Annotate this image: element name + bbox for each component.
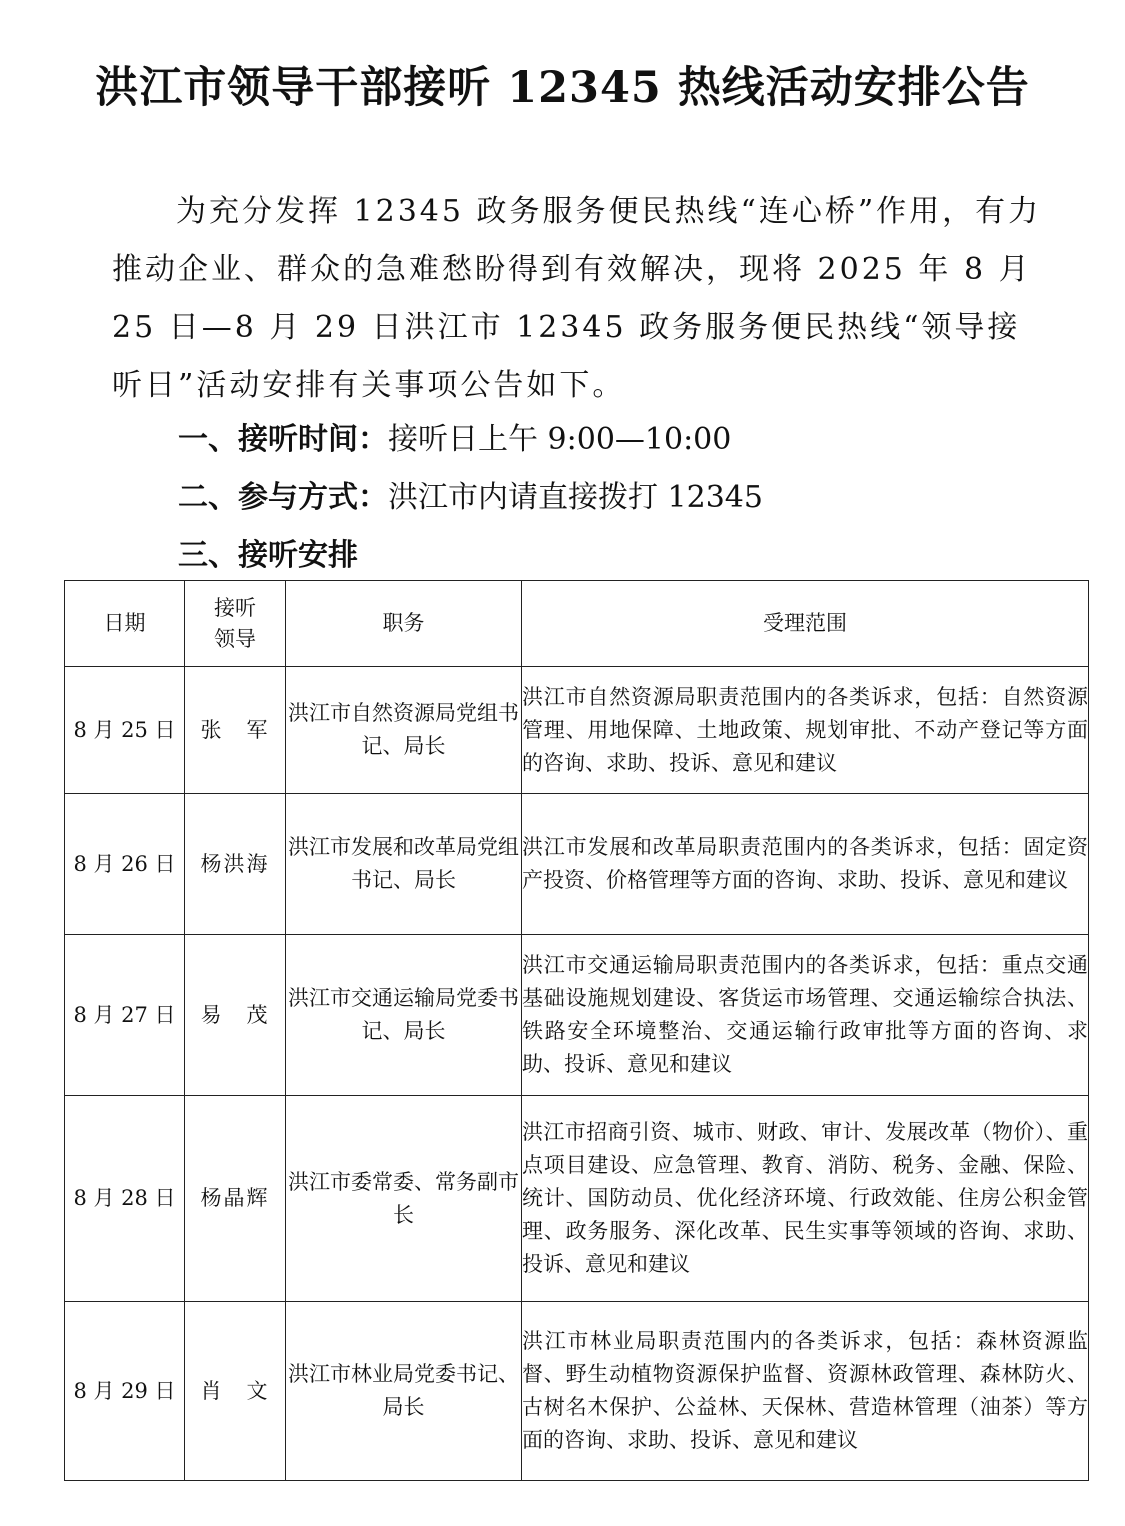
header-leader-line1: 接听: [214, 595, 256, 620]
table-row: [65, 1096, 1089, 1302]
table-row: [65, 1302, 1089, 1481]
row-date: 8 月 28 日: [65, 1096, 185, 1302]
section-schedule-heading: 三、接听安排: [178, 538, 358, 573]
row-leader: 易 茂: [185, 935, 286, 1096]
schedule-table: [64, 580, 1089, 1481]
table-row: [65, 794, 1089, 935]
header-date: 日期: [65, 581, 185, 667]
table-row: [65, 667, 1089, 794]
table-header-row: [65, 581, 1089, 667]
header-leader-line2: 领导: [214, 626, 256, 651]
row-date: 8 月 29 日: [65, 1302, 185, 1481]
row-position: 洪江市委常委、常务副市长: [286, 1096, 522, 1302]
table-row: [65, 935, 1089, 1096]
row-position: 洪江市交通运输局党委书记、局长: [286, 935, 522, 1096]
row-scope: 洪江市交通运输局职责范围内的各类诉求，包括：重点交通基础设施规划建设、客货运市场管理、交通运输综合执法、铁路安全环境整治、交通运输行政审批等方面的咨询、求助、投诉、意见和建议: [522, 935, 1089, 1096]
row-scope: 洪江市自然资源局职责范围内的各类诉求，包括：自然资源管理、用地保障、土地政策、规划审批、不动产登记等方面的咨询、求助、投诉、意见和建议: [522, 667, 1089, 794]
row-leader: 张 军: [185, 667, 286, 794]
row-position: 洪江市自然资源局党组书记、局长: [286, 667, 522, 794]
section-method-heading: 二、参与方式：: [178, 480, 388, 515]
row-date: 8 月 27 日: [65, 935, 185, 1096]
document-title: 洪江市领导干部接听 12345 热线活动安排公告: [95, 63, 1030, 113]
row-leader: 肖 文: [185, 1302, 286, 1481]
header-position: 职务: [286, 581, 522, 667]
section-time-text: 接听日上午 9:00—10:00: [388, 422, 732, 457]
section-time: [178, 411, 731, 469]
section-method-text: 洪江市内请直接拨打 12345: [388, 480, 763, 515]
row-date: 8 月 25 日: [65, 667, 185, 794]
row-leader: 杨洪海: [185, 794, 286, 935]
intro-paragraph: [112, 183, 1042, 415]
row-scope: 洪江市招商引资、城市、财政、审计、发展改革（物价）、重点项目建设、应急管理、教育、消防、税务、金融、保险、统计、国防动员、优化经济环境、行政效能、住房公积金管理、政务服务、深化改革、民生实事等领域的咨询、求助、投诉、意见和建议: [522, 1096, 1089, 1302]
header-leader: [185, 581, 286, 667]
section-schedule: [178, 527, 358, 585]
row-scope: 洪江市林业局职责范围内的各类诉求，包括：森林资源监督、野生动植物资源保护监督、资源林政管理、森林防火、古树名木保护、公益林、天保林、营造林管理（油茶）等方面的咨询、求助、投诉、意见和建议: [522, 1302, 1089, 1481]
row-leader: 杨晶辉: [185, 1096, 286, 1302]
row-scope: 洪江市发展和改革局职责范围内的各类诉求，包括：固定资产投资、价格管理等方面的咨询、求助、投诉、意见和建议: [522, 794, 1089, 935]
row-date: 8 月 26 日: [65, 794, 185, 935]
section-time-heading: 一、接听时间：: [178, 422, 388, 457]
intro-text: 为充分发挥 12345 政务服务便民热线“连心桥”作用，有力推动企业、群众的急难愁盼得到有效解决，现将 2025 年 8 月 25 日—8 月 29 日洪江市 12345 政务服务便民热线“领导接听日”活动安排有关事项公告如下。: [112, 194, 1042, 403]
row-position: 洪江市林业局党委书记、局长: [286, 1302, 522, 1481]
header-scope: 受理范围: [522, 581, 1089, 667]
section-method: [178, 469, 763, 527]
row-position: 洪江市发展和改革局党组书记、局长: [286, 794, 522, 935]
